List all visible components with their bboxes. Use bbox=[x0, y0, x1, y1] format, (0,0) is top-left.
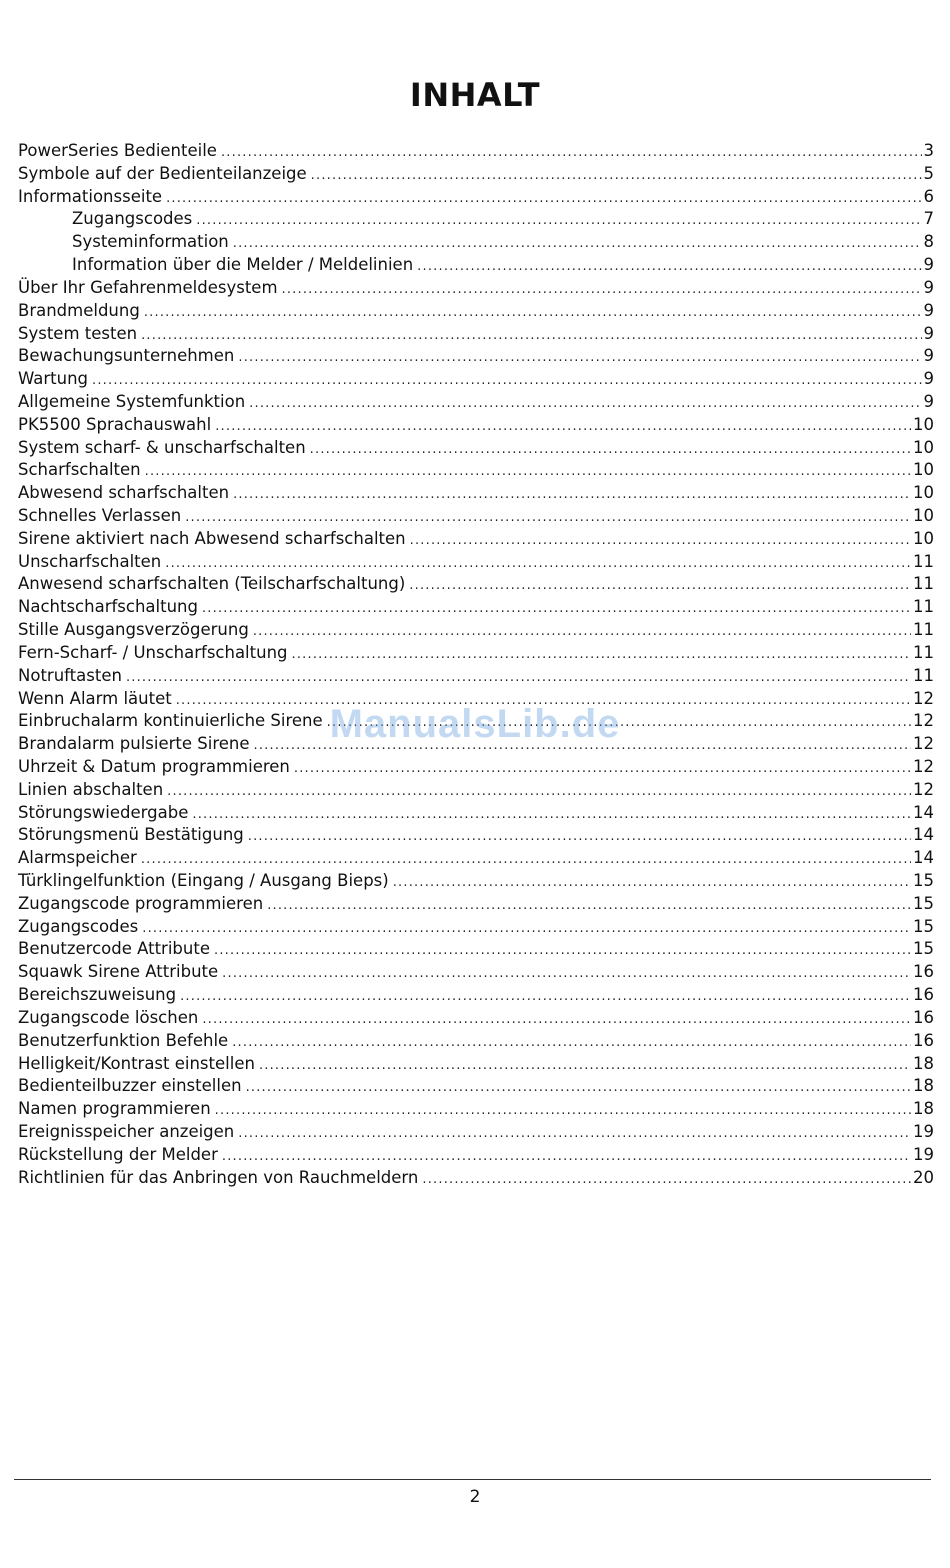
toc-entry[interactable] bbox=[18, 277, 934, 300]
toc-entry-label: Bereichszuweisung bbox=[18, 985, 177, 1005]
toc-entry-page: 9 bbox=[923, 346, 934, 366]
toc-entry-page: 14 bbox=[913, 802, 934, 822]
toc-entry[interactable] bbox=[18, 779, 934, 802]
toc-dot-leader bbox=[294, 758, 911, 779]
toc-entry-page: 15 bbox=[913, 893, 934, 913]
toc-dot-leader bbox=[259, 1055, 911, 1076]
toc-entry[interactable] bbox=[18, 140, 934, 163]
toc-entry[interactable] bbox=[18, 368, 934, 391]
toc-entry-label: Namen programmieren bbox=[18, 1099, 211, 1119]
page-title: INHALT bbox=[409, 76, 541, 114]
toc-dot-leader bbox=[166, 188, 921, 209]
toc-entry[interactable] bbox=[18, 710, 934, 733]
toc-dot-leader bbox=[253, 621, 911, 642]
toc-entry-label: Zugangscode programmieren bbox=[18, 893, 264, 913]
footer-divider bbox=[14, 1479, 931, 1480]
toc-entry-page: 16 bbox=[913, 1030, 934, 1050]
toc-dot-leader bbox=[417, 256, 921, 277]
toc-dot-leader bbox=[141, 849, 911, 870]
toc-entry-label: Benutzercode Attribute bbox=[18, 939, 210, 959]
toc-entry-page: 7 bbox=[923, 209, 934, 229]
toc-entry-label: Ereignisspeicher anzeigen bbox=[18, 1121, 235, 1141]
toc-dot-leader bbox=[238, 347, 921, 368]
toc-entry-page: 11 bbox=[913, 574, 934, 594]
toc-entry-page: 8 bbox=[923, 232, 934, 252]
toc-entry[interactable] bbox=[18, 528, 934, 551]
toc-entry-label: Wenn Alarm läutet bbox=[18, 688, 172, 708]
toc-dot-leader bbox=[222, 1146, 911, 1167]
toc-entry-label: Rückstellung der Melder bbox=[18, 1144, 218, 1164]
toc-entry-page: 12 bbox=[913, 734, 934, 754]
toc-entry[interactable] bbox=[18, 916, 934, 939]
toc-dot-leader bbox=[422, 1169, 911, 1190]
toc-entry-label: Brandmeldung bbox=[18, 300, 140, 320]
toc-entry-page: 16 bbox=[913, 1007, 934, 1027]
toc-entry[interactable] bbox=[18, 802, 934, 825]
toc-entry-label: Stille Ausgangsverzögerung bbox=[18, 620, 249, 640]
toc-entry[interactable] bbox=[18, 1007, 934, 1030]
toc-entry-label: Über Ihr Gefahrenmeldesystem bbox=[18, 277, 278, 297]
toc-entry[interactable] bbox=[18, 345, 934, 368]
toc-entry-label: Sirene aktiviert nach Abwesend scharfschalten bbox=[18, 528, 406, 548]
toc-entry-page: 9 bbox=[923, 277, 934, 297]
toc-entry[interactable] bbox=[18, 938, 934, 961]
toc-entry-label: Bewachungsunternehmen bbox=[18, 346, 235, 366]
toc-entry-page: 10 bbox=[913, 483, 934, 503]
toc-dot-leader bbox=[145, 461, 911, 482]
toc-dot-leader bbox=[310, 439, 911, 460]
toc-entry-page: 10 bbox=[913, 437, 934, 457]
toc-entry-label: Zugangscodes bbox=[72, 209, 193, 229]
toc-entry[interactable] bbox=[18, 596, 934, 619]
toc-entry[interactable] bbox=[18, 186, 934, 209]
toc-entry-label: Störungswiedergabe bbox=[18, 802, 189, 822]
toc-dot-leader bbox=[254, 735, 912, 756]
toc-entry[interactable] bbox=[18, 688, 934, 711]
toc-entry-label: Türklingelfunktion (Eingang / Ausgang Bieps) bbox=[18, 871, 389, 890]
toc-entry-label: Systeminformation bbox=[72, 232, 229, 252]
toc-entry-label: System scharf- & unscharfschalten bbox=[18, 437, 306, 457]
toc-entry-label: Nachtscharfschaltung bbox=[18, 597, 198, 617]
toc-dot-leader bbox=[410, 530, 911, 551]
toc-entry[interactable] bbox=[18, 1167, 934, 1190]
toc-entry-page: 10 bbox=[913, 414, 934, 434]
toc-entry[interactable] bbox=[18, 961, 934, 984]
toc-entry-label: Benutzerfunktion Befehle bbox=[18, 1030, 229, 1050]
toc-entry-label: Schnelles Verlassen bbox=[18, 506, 182, 525]
toc-dot-leader bbox=[215, 416, 911, 437]
toc-entry-label: Einbruchalarm kontinuierliche Sirene bbox=[18, 711, 323, 731]
toc-entry-label: Bedienteilbuzzer einstellen bbox=[18, 1076, 242, 1096]
toc-entry-page: 3 bbox=[923, 141, 934, 160]
toc-dot-leader bbox=[167, 781, 911, 802]
toc-entry-label: Zugangscodes bbox=[18, 916, 139, 936]
toc-entry-page: 10 bbox=[913, 528, 934, 548]
toc-dot-leader bbox=[126, 667, 911, 688]
toc-dot-leader bbox=[292, 644, 912, 665]
toc-entry-page: 9 bbox=[923, 391, 934, 411]
toc-dot-leader bbox=[176, 690, 911, 711]
toc-entry-page: 18 bbox=[913, 1099, 934, 1119]
toc-entry[interactable] bbox=[18, 437, 934, 460]
toc-entry-label: Abwesend scharfschalten bbox=[18, 483, 230, 503]
toc-entry[interactable] bbox=[18, 163, 934, 186]
toc-entry-label: Richtlinien für das Anbringen von Rauchmeldern bbox=[18, 1167, 419, 1187]
toc-entry[interactable] bbox=[18, 231, 934, 254]
toc-entry[interactable] bbox=[18, 1121, 934, 1144]
page-number: 2 bbox=[469, 1487, 481, 1507]
toc-entry-page: 11 bbox=[913, 551, 934, 571]
toc-entry[interactable] bbox=[18, 870, 934, 893]
toc-entry-page: 12 bbox=[913, 779, 934, 799]
toc-dot-leader bbox=[232, 1032, 911, 1053]
toc-entry[interactable] bbox=[18, 665, 934, 688]
toc-dot-leader bbox=[393, 872, 911, 893]
toc-entry-label: Brandalarm pulsierte Sirene bbox=[18, 734, 250, 754]
watermark: ManualsLib.de bbox=[329, 702, 621, 746]
toc-dot-leader bbox=[249, 393, 921, 414]
toc-entry[interactable] bbox=[18, 847, 934, 870]
toc-entry-label: Symbole auf der Bedienteilanzeige bbox=[18, 163, 307, 183]
toc-entry[interactable] bbox=[18, 642, 934, 665]
toc-entry-page: 15 bbox=[913, 916, 934, 936]
toc-entry-page: 9 bbox=[923, 255, 934, 275]
toc-entry-page: 14 bbox=[913, 825, 934, 845]
toc-entry-label: Zugangscode löschen bbox=[18, 1007, 199, 1027]
toc-dot-leader bbox=[144, 302, 922, 323]
toc-entry[interactable] bbox=[18, 1053, 934, 1076]
toc-entry-label: Informationsseite bbox=[18, 186, 163, 206]
toc-entry-label: Allgemeine Systemfunktion bbox=[18, 391, 246, 411]
toc-entry[interactable] bbox=[18, 1144, 934, 1167]
toc-entry-label: Uhrzeit & Datum programmieren bbox=[18, 756, 290, 776]
toc-entry[interactable] bbox=[18, 1098, 934, 1121]
toc-entry[interactable] bbox=[18, 482, 934, 505]
toc-dot-leader bbox=[221, 142, 922, 163]
toc-entry-page: 18 bbox=[913, 1076, 934, 1096]
toc-entry-label: Linien abschalten bbox=[18, 779, 164, 799]
toc-dot-leader bbox=[248, 826, 911, 847]
toc-entry[interactable] bbox=[18, 505, 934, 528]
toc-dot-leader bbox=[202, 1009, 911, 1030]
toc-entry-label: System testen bbox=[18, 323, 138, 343]
toc-dot-leader bbox=[222, 963, 911, 984]
toc-entry[interactable] bbox=[18, 619, 934, 642]
toc-entry-label: Fern-Scharf- / Unscharfschaltung bbox=[18, 642, 288, 662]
toc-dot-leader bbox=[311, 165, 922, 186]
toc-entry[interactable] bbox=[18, 756, 934, 779]
toc-entry[interactable] bbox=[18, 573, 934, 596]
toc-dot-leader bbox=[282, 279, 922, 300]
toc-entry-page: 9 bbox=[923, 323, 934, 343]
toc-entry-label: Scharfschalten bbox=[18, 460, 141, 480]
toc-dot-leader bbox=[409, 575, 911, 596]
toc-entry[interactable] bbox=[18, 208, 934, 231]
toc-entry[interactable] bbox=[18, 323, 934, 346]
toc-entry-label: Wartung bbox=[18, 369, 89, 389]
toc-entry-page: 12 bbox=[913, 688, 934, 708]
toc-entry-page: 10 bbox=[913, 506, 934, 525]
toc-entry-label: Notruftasten bbox=[18, 665, 122, 685]
toc-entry-page: 5 bbox=[923, 163, 934, 183]
toc-entry-page: 10 bbox=[913, 460, 934, 480]
toc-entry-page: 11 bbox=[913, 597, 934, 617]
toc-entry-page: 9 bbox=[923, 300, 934, 320]
toc-entry-label: Störungsmenü Bestätigung bbox=[18, 825, 244, 845]
toc-dot-leader bbox=[327, 712, 911, 733]
toc-entry-page: 20 bbox=[913, 1167, 934, 1187]
toc-dot-leader bbox=[142, 918, 911, 939]
toc-entry-page: 14 bbox=[913, 848, 934, 868]
toc-entry[interactable] bbox=[18, 300, 934, 323]
toc-entry-label: Alarmspeicher bbox=[18, 848, 137, 868]
toc-entry-page: 11 bbox=[913, 642, 934, 662]
toc-entry-page: 11 bbox=[913, 620, 934, 640]
toc-dot-leader bbox=[180, 986, 911, 1007]
toc-entry[interactable] bbox=[18, 391, 934, 414]
toc-entry[interactable] bbox=[18, 254, 934, 277]
toc-entry[interactable] bbox=[18, 984, 934, 1007]
toc-entry-page: 12 bbox=[913, 711, 934, 731]
toc-dot-leader bbox=[202, 598, 911, 619]
toc-dot-leader bbox=[233, 484, 911, 505]
toc-entry-page: 6 bbox=[923, 186, 934, 206]
toc-dot-leader bbox=[185, 507, 911, 528]
toc-entry[interactable] bbox=[18, 459, 934, 482]
toc-dot-leader bbox=[246, 1077, 911, 1098]
toc-entry-page: 12 bbox=[913, 756, 934, 776]
toc-dot-leader bbox=[141, 325, 921, 346]
toc-entry[interactable] bbox=[18, 733, 934, 756]
toc-entry[interactable] bbox=[18, 1075, 934, 1098]
toc-entry-label: Helligkeit/Kontrast einstellen bbox=[18, 1053, 255, 1073]
toc-entry-page: 18 bbox=[913, 1053, 934, 1073]
toc-dot-leader bbox=[233, 233, 922, 254]
toc-entry-label: Information über die Melder / Meldelinien bbox=[72, 255, 414, 275]
toc-entry-page: 19 bbox=[913, 1144, 934, 1164]
toc-entry-page: 15 bbox=[913, 939, 934, 959]
toc-dot-leader bbox=[165, 553, 911, 574]
toc-dot-leader bbox=[196, 210, 921, 231]
toc-entry[interactable] bbox=[18, 893, 934, 916]
toc-entry-label: Squawk Sirene Attribute bbox=[18, 962, 219, 982]
toc-entry-page: 16 bbox=[913, 985, 934, 1005]
table-of-contents bbox=[18, 140, 934, 1189]
toc-dot-leader bbox=[267, 895, 911, 916]
toc-entry-page: 16 bbox=[913, 962, 934, 982]
toc-entry-page: 19 bbox=[913, 1121, 934, 1141]
toc-entry-label: PK5500 Sprachauswahl bbox=[18, 414, 212, 434]
toc-entry-page: 9 bbox=[923, 369, 934, 389]
toc-dot-leader bbox=[214, 940, 911, 961]
toc-entry-page: 15 bbox=[913, 871, 934, 890]
toc-entry-label: PowerSeries Bedienteile bbox=[18, 141, 217, 160]
toc-entry-label: Anwesend scharfschalten (Teilscharfschaltung) bbox=[18, 574, 406, 594]
toc-entry[interactable] bbox=[18, 551, 934, 574]
toc-entry[interactable] bbox=[18, 414, 934, 437]
toc-entry-page: 11 bbox=[913, 665, 934, 685]
toc-dot-leader bbox=[238, 1123, 911, 1144]
toc-dot-leader bbox=[215, 1100, 911, 1121]
toc-dot-leader bbox=[192, 804, 911, 825]
toc-entry[interactable] bbox=[18, 824, 934, 847]
toc-dot-leader bbox=[92, 370, 921, 391]
toc-entry-label: Unscharfschalten bbox=[18, 551, 162, 571]
toc-entry[interactable] bbox=[18, 1030, 934, 1053]
